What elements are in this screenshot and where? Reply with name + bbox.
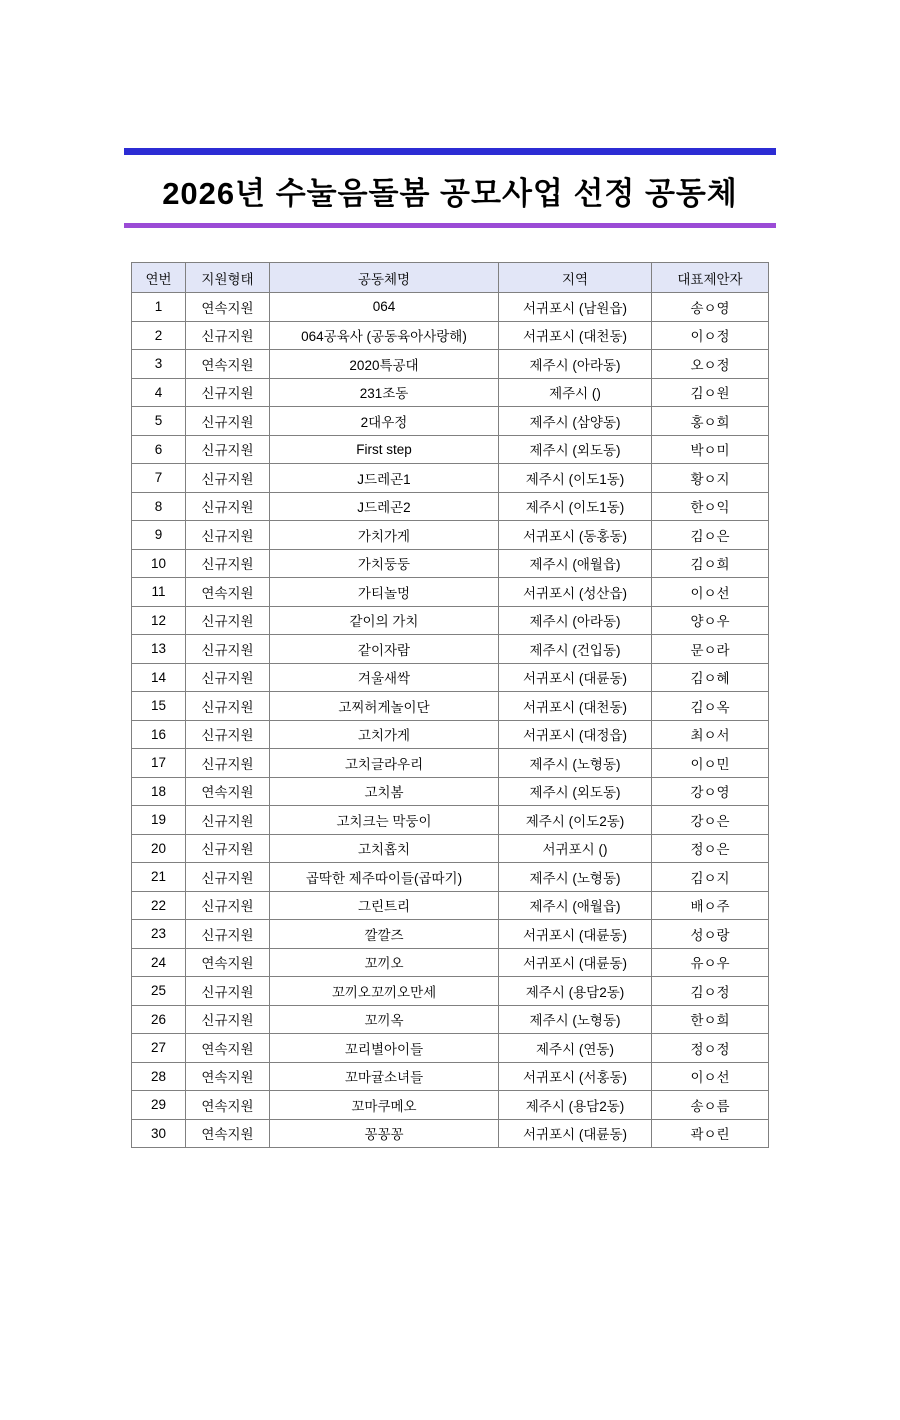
community-table (131, 262, 769, 1148)
cell-support-type: 신규지원 (186, 720, 270, 749)
cell-support-type: 신규지원 (186, 806, 270, 835)
cell-representative: 박ㅇ미 (652, 435, 769, 464)
cell-no: 19 (132, 806, 186, 835)
cell-representative: 이ㅇ민 (652, 749, 769, 778)
table-row (132, 407, 769, 436)
cell-community-name: 064공육사 (공동육아사랑해) (270, 321, 499, 350)
cell-no: 6 (132, 435, 186, 464)
table-body (132, 293, 769, 1148)
cell-region: 서귀포시 (대륜동) (499, 663, 652, 692)
cell-region: 서귀포시 (서홍동) (499, 1062, 652, 1091)
cell-representative: 이ㅇ정 (652, 321, 769, 350)
cell-no: 18 (132, 777, 186, 806)
cell-region: 제주시 (애월읍) (499, 549, 652, 578)
cell-representative: 강ㅇ은 (652, 806, 769, 835)
table-row (132, 948, 769, 977)
cell-no: 28 (132, 1062, 186, 1091)
cell-support-type: 연속지원 (186, 948, 270, 977)
cell-no: 16 (132, 720, 186, 749)
cell-region: 제주시 (이도1동) (499, 492, 652, 521)
cell-community-name: 꼬리별아이들 (270, 1034, 499, 1063)
column-header-no: 연번 (132, 263, 186, 293)
cell-representative: 곽ㅇ린 (652, 1119, 769, 1148)
document-page (0, 148, 900, 1420)
cell-region: 제주시 (애월읍) (499, 891, 652, 920)
cell-community-name: 꽁꽁꽁 (270, 1119, 499, 1148)
cell-community-name: J드레곤1 (270, 464, 499, 493)
cell-region: 제주시 (이도1동) (499, 464, 652, 493)
cell-representative: 김ㅇ정 (652, 977, 769, 1006)
cell-community-name: 꼬마쿠메오 (270, 1091, 499, 1120)
cell-region: 제주시 (노형동) (499, 863, 652, 892)
cell-support-type: 신규지원 (186, 863, 270, 892)
cell-no: 23 (132, 920, 186, 949)
cell-support-type: 연속지원 (186, 777, 270, 806)
table-row (132, 920, 769, 949)
cell-community-name: 같이자람 (270, 635, 499, 664)
cell-representative: 양ㅇ우 (652, 606, 769, 635)
cell-support-type: 신규지원 (186, 521, 270, 550)
cell-representative: 김ㅇ혜 (652, 663, 769, 692)
cell-region: 제주시 (아라동) (499, 606, 652, 635)
cell-no: 22 (132, 891, 186, 920)
table-row (132, 1062, 769, 1091)
cell-community-name: 꼬마귤소녀들 (270, 1062, 499, 1091)
cell-region: 제주시 (용담2동) (499, 1091, 652, 1120)
cell-representative: 황ㅇ지 (652, 464, 769, 493)
cell-community-name: 꼬끼오 (270, 948, 499, 977)
cell-region: 서귀포시 (대륜동) (499, 948, 652, 977)
cell-representative: 한ㅇ익 (652, 492, 769, 521)
table-row (132, 1119, 769, 1148)
table-row (132, 464, 769, 493)
cell-no: 25 (132, 977, 186, 1006)
table-row (132, 378, 769, 407)
cell-no: 12 (132, 606, 186, 635)
cell-region: 제주시 (아라동) (499, 350, 652, 379)
cell-representative: 이ㅇ선 (652, 578, 769, 607)
cell-no: 4 (132, 378, 186, 407)
cell-support-type: 신규지원 (186, 492, 270, 521)
cell-support-type: 연속지원 (186, 350, 270, 379)
cell-region: 제주시 (건입동) (499, 635, 652, 664)
table-row (132, 1005, 769, 1034)
cell-support-type: 신규지원 (186, 635, 270, 664)
cell-support-type: 연속지원 (186, 578, 270, 607)
cell-community-name: 꼬끼옥 (270, 1005, 499, 1034)
table-row (132, 663, 769, 692)
cell-region: 제주시 (삼양동) (499, 407, 652, 436)
cell-community-name: 꼬끼오꼬끼오만세 (270, 977, 499, 1006)
table-row (132, 806, 769, 835)
table-row (132, 492, 769, 521)
cell-support-type: 신규지원 (186, 549, 270, 578)
cell-representative: 강ㅇ영 (652, 777, 769, 806)
cell-support-type: 신규지원 (186, 834, 270, 863)
cell-no: 8 (132, 492, 186, 521)
cell-no: 10 (132, 549, 186, 578)
table-row (132, 692, 769, 721)
cell-region: 제주시 (외도동) (499, 777, 652, 806)
cell-representative: 홍ㅇ희 (652, 407, 769, 436)
cell-no: 5 (132, 407, 186, 436)
table-row (132, 350, 769, 379)
cell-region: 제주시 () (499, 378, 652, 407)
table-row (132, 720, 769, 749)
cell-support-type: 연속지원 (186, 293, 270, 322)
cell-representative: 김ㅇ원 (652, 378, 769, 407)
cell-representative: 김ㅇ은 (652, 521, 769, 550)
cell-no: 21 (132, 863, 186, 892)
cell-no: 13 (132, 635, 186, 664)
cell-region: 제주시 (노형동) (499, 749, 652, 778)
table-row (132, 635, 769, 664)
cell-support-type: 연속지원 (186, 1034, 270, 1063)
cell-region: 서귀포시 (동홍동) (499, 521, 652, 550)
cell-community-name: 고치봄 (270, 777, 499, 806)
page-title: 2026년 수눌음돌봄 공모사업 선정 공동체 (162, 176, 738, 211)
cell-no: 29 (132, 1091, 186, 1120)
cell-no: 26 (132, 1005, 186, 1034)
cell-representative: 오ㅇ정 (652, 350, 769, 379)
cell-no: 9 (132, 521, 186, 550)
table-row (132, 549, 769, 578)
cell-region: 서귀포시 (대천동) (499, 321, 652, 350)
cell-representative: 성ㅇ랑 (652, 920, 769, 949)
table-row (132, 749, 769, 778)
cell-representative: 최ㅇ서 (652, 720, 769, 749)
cell-no: 11 (132, 578, 186, 607)
cell-community-name: First step (270, 435, 499, 464)
cell-representative: 한ㅇ희 (652, 1005, 769, 1034)
cell-no: 2 (132, 321, 186, 350)
cell-support-type: 신규지원 (186, 464, 270, 493)
cell-representative: 이ㅇ선 (652, 1062, 769, 1091)
cell-community-name: 가티놀멍 (270, 578, 499, 607)
cell-community-name: 2020특공대 (270, 350, 499, 379)
cell-community-name: 겨울새싹 (270, 663, 499, 692)
cell-representative: 송ㅇ영 (652, 293, 769, 322)
cell-support-type: 신규지원 (186, 606, 270, 635)
cell-support-type: 신규지원 (186, 378, 270, 407)
cell-support-type: 신규지원 (186, 321, 270, 350)
table-row (132, 521, 769, 550)
cell-community-name: 깔깔즈 (270, 920, 499, 949)
cell-community-name: 고치크는 막둥이 (270, 806, 499, 835)
cell-region: 서귀포시 (대천동) (499, 692, 652, 721)
cell-support-type: 신규지원 (186, 663, 270, 692)
cell-region: 서귀포시 () (499, 834, 652, 863)
table-row (132, 578, 769, 607)
cell-support-type: 연속지원 (186, 1091, 270, 1120)
cell-community-name: 가치가게 (270, 521, 499, 550)
cell-support-type: 신규지원 (186, 920, 270, 949)
table-row (132, 777, 769, 806)
table-header-row (132, 263, 769, 293)
cell-no: 27 (132, 1034, 186, 1063)
cell-support-type: 신규지원 (186, 977, 270, 1006)
table-row (132, 977, 769, 1006)
cell-community-name: 231조동 (270, 378, 499, 407)
cell-no: 24 (132, 948, 186, 977)
cell-no: 20 (132, 834, 186, 863)
cell-support-type: 신규지원 (186, 435, 270, 464)
cell-community-name: 곱딱한 제주따이들(곱따기) (270, 863, 499, 892)
cell-no: 17 (132, 749, 186, 778)
cell-no: 30 (132, 1119, 186, 1148)
table-row (132, 1091, 769, 1120)
column-header-representative: 대표제안자 (652, 263, 769, 293)
table-row (132, 891, 769, 920)
cell-community-name: 가치둥둥 (270, 549, 499, 578)
cell-representative: 김ㅇ옥 (652, 692, 769, 721)
cell-community-name: J드레곤2 (270, 492, 499, 521)
cell-support-type: 신규지원 (186, 1005, 270, 1034)
cell-region: 서귀포시 (남원읍) (499, 293, 652, 322)
table-row (132, 1034, 769, 1063)
cell-no: 3 (132, 350, 186, 379)
cell-community-name: 고치가게 (270, 720, 499, 749)
cell-region: 제주시 (외도동) (499, 435, 652, 464)
cell-representative: 정ㅇ정 (652, 1034, 769, 1063)
table-row (132, 321, 769, 350)
table-row (132, 606, 769, 635)
cell-no: 1 (132, 293, 186, 322)
cell-no: 14 (132, 663, 186, 692)
cell-representative: 배ㅇ주 (652, 891, 769, 920)
cell-support-type: 연속지원 (186, 1062, 270, 1091)
table-row (132, 293, 769, 322)
table-row (132, 863, 769, 892)
cell-representative: 김ㅇ희 (652, 549, 769, 578)
title-top-rule (124, 148, 776, 155)
column-header-community-name: 공동체명 (270, 263, 499, 293)
cell-community-name: 같이의 가치 (270, 606, 499, 635)
table-row (132, 435, 769, 464)
cell-support-type: 신규지원 (186, 407, 270, 436)
cell-community-name: 064 (270, 293, 499, 322)
cell-representative: 김ㅇ지 (652, 863, 769, 892)
cell-community-name: 고찌허게놀이단 (270, 692, 499, 721)
cell-no: 7 (132, 464, 186, 493)
cell-community-name: 그린트리 (270, 891, 499, 920)
cell-region: 제주시 (노형동) (499, 1005, 652, 1034)
title-bottom-rule (124, 223, 776, 228)
cell-representative: 정ㅇ은 (652, 834, 769, 863)
column-header-region: 지역 (499, 263, 652, 293)
title-block (124, 148, 776, 228)
cell-community-name: 고치글라우리 (270, 749, 499, 778)
table-row (132, 834, 769, 863)
cell-region: 제주시 (용담2동) (499, 977, 652, 1006)
cell-community-name: 고치홉치 (270, 834, 499, 863)
cell-support-type: 연속지원 (186, 1119, 270, 1148)
cell-support-type: 신규지원 (186, 692, 270, 721)
cell-support-type: 신규지원 (186, 749, 270, 778)
cell-region: 서귀포시 (성산읍) (499, 578, 652, 607)
cell-region: 서귀포시 (대정읍) (499, 720, 652, 749)
cell-region: 서귀포시 (대륜동) (499, 920, 652, 949)
cell-community-name: 2대우정 (270, 407, 499, 436)
cell-representative: 송ㅇ름 (652, 1091, 769, 1120)
cell-representative: 문ㅇ라 (652, 635, 769, 664)
cell-support-type: 신규지원 (186, 891, 270, 920)
cell-region: 제주시 (연동) (499, 1034, 652, 1063)
cell-no: 15 (132, 692, 186, 721)
cell-region: 제주시 (이도2동) (499, 806, 652, 835)
column-header-support-type: 지원형태 (186, 263, 270, 293)
cell-representative: 유ㅇ우 (652, 948, 769, 977)
cell-region: 서귀포시 (대륜동) (499, 1119, 652, 1148)
